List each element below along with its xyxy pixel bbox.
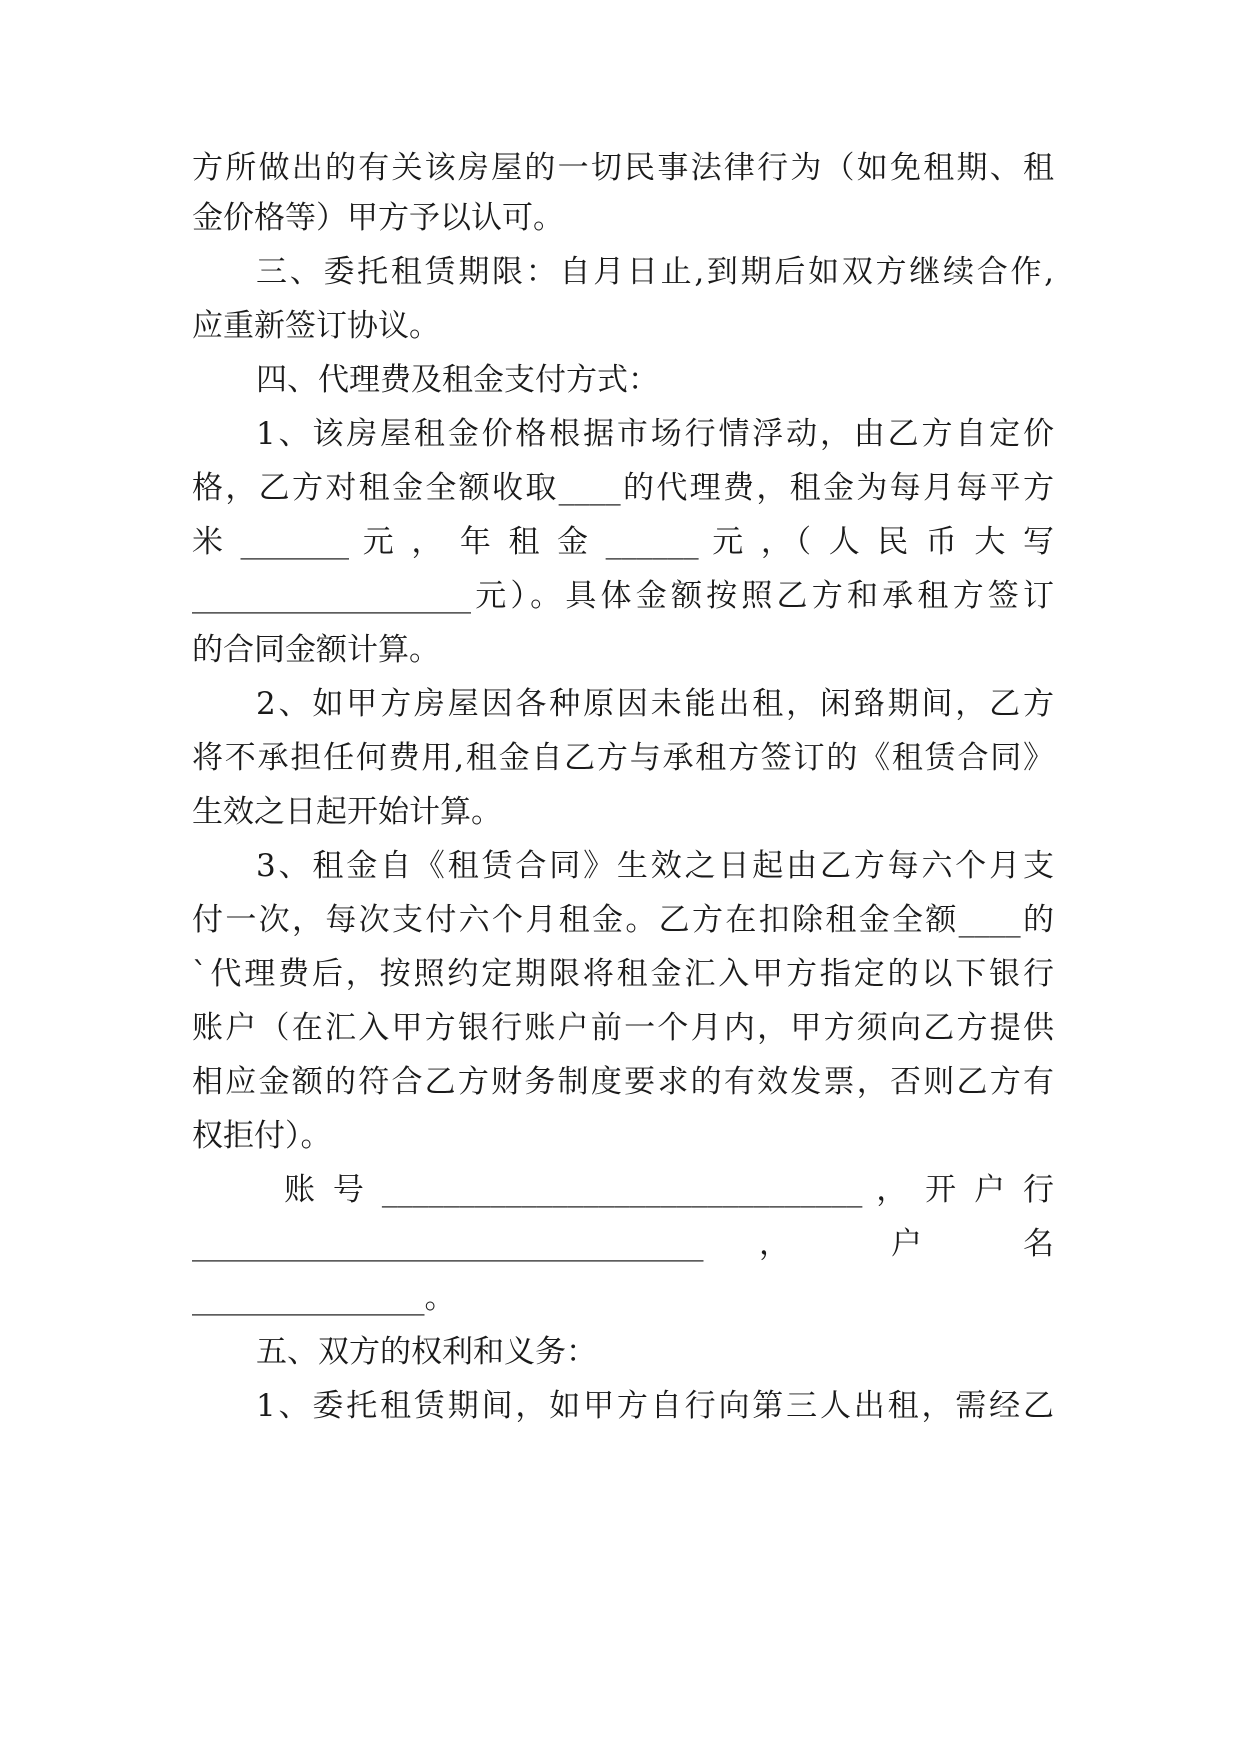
text-line: 三、委托租赁期限：自月日止,到期后如双方继续合作, bbox=[256, 254, 1054, 290]
section-heading: 五、双方的权利和义务： bbox=[256, 1334, 597, 1370]
text-line: 1、委托租赁期间，如甲方自行向第三人出租，需经乙 bbox=[256, 1388, 1054, 1424]
text-line: 金价格等）甲方予以认可。 bbox=[192, 200, 564, 236]
account-name-line: _______________。 bbox=[192, 1280, 456, 1316]
text-line: 方所做出的有关该房屋的一切民事法律行为（如免租期、租 bbox=[192, 150, 1054, 186]
text-line: 的合同金额计算。 bbox=[192, 632, 440, 668]
text-line: __________________元）。具体金额按照乙方和承租方签订 bbox=[192, 578, 1054, 614]
text-line: 四、代理费及租金支付方式： bbox=[256, 362, 659, 398]
text-line: 格，乙方对租金全额收取____的代理费，租金为每月每平方 bbox=[192, 470, 1054, 506]
text-line: 3、租金自《租赁合同》生效之日起由乙方每六个月支 bbox=[256, 848, 1054, 884]
text-line: 权拒付）。 bbox=[192, 1118, 332, 1154]
text-line: `代理费后，按照约定期限将租金汇入甲方指定的以下银行 bbox=[192, 956, 1054, 992]
text-line: 账户（在汇入甲方银行账户前一个月内，甲方须向乙方提供 bbox=[192, 1010, 1054, 1046]
account-bank-line: _________________________________ ， 户 名 bbox=[192, 1226, 1054, 1262]
text-line: 生效之日起开始计算。 bbox=[192, 794, 502, 830]
account-number-line: 账 号 _______________________________ ， 开 户 行 bbox=[284, 1172, 1054, 1208]
text-line: 付一次，每次支付六个月租金。乙方在扣除租金全额____的 bbox=[192, 902, 1054, 938]
text-line: 2、如甲方房屋因各种原因未能出租，闲臵期间，乙方 bbox=[256, 686, 1054, 722]
text-line: 米 _______ 元 ， 年 租 金 ______ 元 ，（ 人 民 币 大 写 bbox=[192, 524, 1054, 560]
text-line: 1、该房屋租金价格根据市场行情浮动，由乙方自定价 bbox=[256, 416, 1054, 452]
text-line: 应重新签订协议。 bbox=[192, 308, 440, 344]
text-line: 相应金额的符合乙方财务制度要求的有效发票，否则乙方有 bbox=[192, 1064, 1054, 1100]
text-line: 将不承担任何费用,租金自乙方与承租方签订的《租赁合同》 bbox=[192, 740, 1054, 776]
